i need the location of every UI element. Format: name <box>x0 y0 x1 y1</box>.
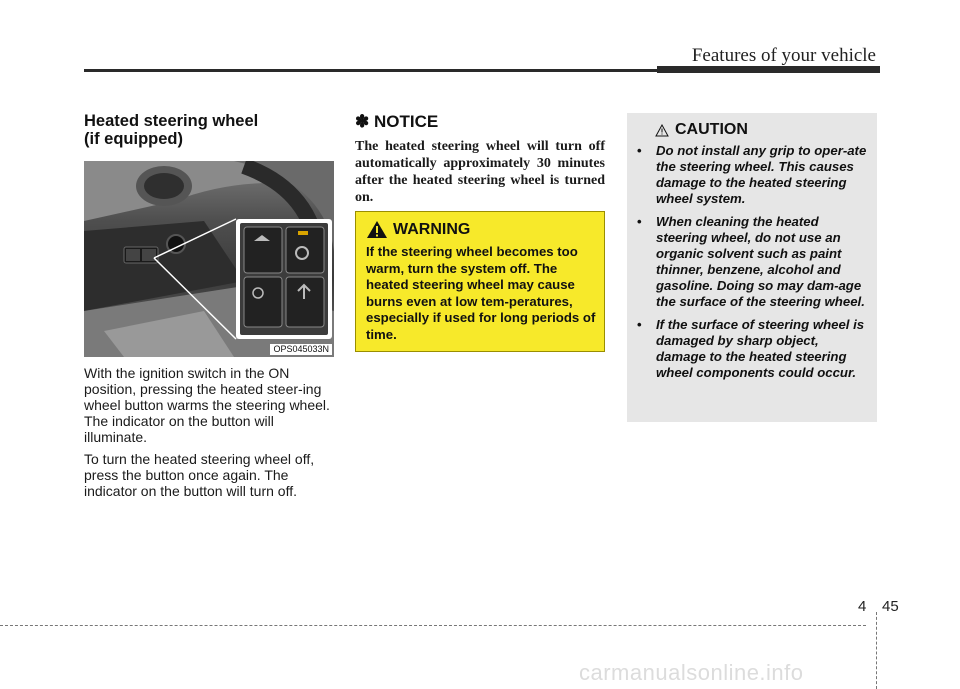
notice-body: The heated steering wheel will turn off automatically approximately 30 minutes after the heated steering wheel is turned on. <box>355 139 605 205</box>
caution-icon <box>655 124 669 137</box>
chapter-number: 4 <box>858 598 867 615</box>
section-title-line1: Heated steering wheel <box>84 112 259 130</box>
footer-divider <box>876 612 877 689</box>
page-number: 45 <box>882 598 899 615</box>
dashboard-illustration <box>84 161 334 357</box>
caution-title: CAUTION <box>675 121 748 138</box>
warning-title: WARNING <box>393 220 471 238</box>
header-title: Features of your vehicle <box>691 45 876 66</box>
caution-item: • Do not install any grip to oper-ate the steering wheel. This causes damage to the heated steering wheel system. <box>637 143 869 207</box>
warning-box <box>355 211 605 352</box>
notice-column <box>355 112 605 206</box>
section-title <box>84 112 336 148</box>
left-column <box>84 112 336 499</box>
photo-code: OPS045033N <box>270 344 332 355</box>
section-title-line2: (if equipped) <box>84 130 183 148</box>
header-tab <box>657 66 880 73</box>
caution-header <box>637 121 869 139</box>
watermark: carmanualsonline.info <box>579 660 804 685</box>
paragraph-2: To turn the heated steering wheel off, press the button once again. The indicator on the button will turn off. <box>84 451 315 499</box>
caution-item: • If the surface of steering wheel is damaged by sharp object, damage to the heated steering wheel components could occur. <box>637 317 869 381</box>
caution-box <box>627 113 877 422</box>
paragraph-1: With the ignition switch in the ON position, pressing the heated steer-ing wheel button warms the steering wheel. The indicator on the button will illuminate. <box>84 365 330 445</box>
dashboard-photo <box>84 161 334 357</box>
warning-header <box>366 220 596 239</box>
caution-list <box>637 143 869 381</box>
warning-text: If the steering wheel becomes too warm, turn the system off. The heated steering wheel may cause burns even at low tem-peratures, especially if used for long periods of time. <box>366 244 596 342</box>
caution-item: • When cleaning the heated steering wheel, do not use an organic solvent such as paint thinner, benzene, alcohol and gasoline. Doing so may dam-age the surface of the steering wheel. <box>637 214 869 310</box>
warning-icon <box>366 220 388 239</box>
footer-rule <box>0 625 866 626</box>
notice-title: ✽ NOTICE <box>355 112 439 131</box>
